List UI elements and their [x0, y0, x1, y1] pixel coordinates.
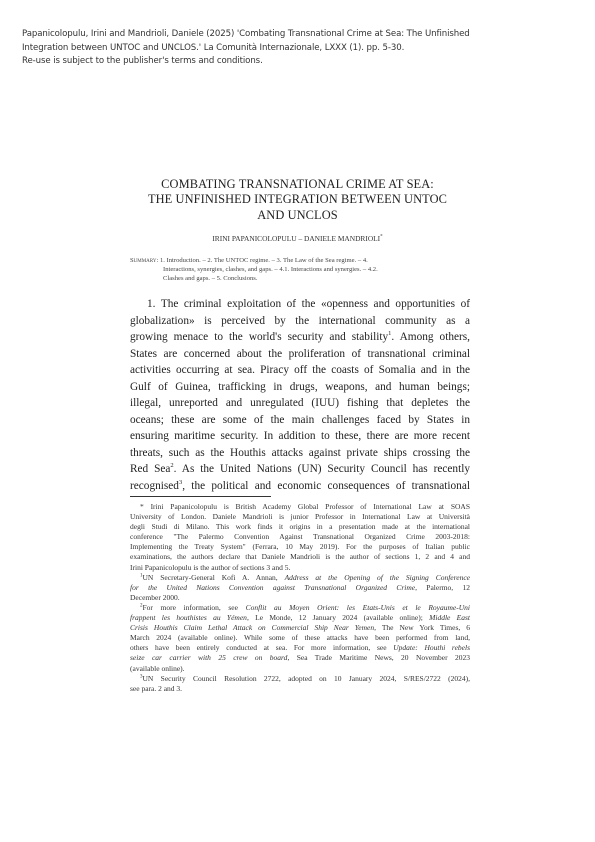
- footnote-line: Irini Papanicolopulu is the author of sections 3 and 5.: [130, 562, 291, 572]
- footnote-line: (available online).: [130, 663, 185, 673]
- footnote-line: examinations, the authors declare that Daniele Mandrioli is the author of sections 1, 2 and 4 and: [130, 552, 470, 562]
- body-line: 1. The criminal exploitation of the «openness and opportunities of: [147, 298, 470, 310]
- footnote-ref-1[interactable]: 1: [388, 330, 392, 338]
- title-line: COMBATING TRANSNATIONAL CRIME AT SEA:: [161, 177, 434, 191]
- footnote-2: [130, 603, 470, 674]
- footnote-line: University of London. Daniele Mandrioli is junior Professor in International Law at Università: [130, 512, 470, 522]
- footnotes: [130, 502, 470, 694]
- body-line: threats, such as the Houthis attacks against private ships crossing the: [130, 446, 470, 459]
- footnote-line: $^1$UN Secretary-General Kofi A. Annan, Address at the Opening of the Signing Conference: [140, 572, 470, 582]
- summary-line: Clashes and gaps. – 5. Conclusions.: [163, 275, 258, 282]
- footnote-line: $^3$UN Security Council Resolution 2722, adopted on 10 January 2024, S/RES/2722 (2024),: [140, 673, 470, 683]
- author-footnote-marker[interactable]: *: [380, 234, 383, 240]
- citation-line: Integration between UNTOC and UNCLOS.' La Comunità Internazionale, LXXX (1). pp. 5-30.: [22, 42, 405, 53]
- footnote-line: Implementing the Treaty System" (Ferrara, 10 May 2019). For the purposes of Italian public: [130, 542, 470, 552]
- footnote-line: frappent les houthistes au Yémen, Le Monde, 12 January 2024 (available online); Middle East: [130, 613, 471, 623]
- article-title: [100, 177, 495, 223]
- footnote-line: * Irini Papanicolopulu is British Academy Global Professor of International Law at SOAS: [140, 502, 470, 511]
- footnote-marker: 2: [140, 603, 143, 609]
- body-line: illegal, unreported and unregulated (IUU) fishing that depletes the: [130, 397, 470, 409]
- citation-header: [22, 28, 582, 69]
- author-names: IRINI PAPANICOLOPULU – DANIELE MANDRIOLI: [212, 234, 381, 243]
- footnote-marker: 3: [140, 674, 143, 680]
- body-line: oceans; these are some of the main challenges faced by States in: [130, 413, 470, 426]
- footnote-line: conference "The Palermo Convention Against Transnational Organized Crime 2003-2018:: [130, 532, 470, 542]
- reuse-notice: Re-use is subject to the publisher's terms and conditions.: [22, 56, 263, 67]
- footnote-ref-2[interactable]: 2: [170, 462, 174, 470]
- footnote-ref-3[interactable]: 3: [178, 478, 183, 486]
- footnote-line: December 2000.: [130, 592, 180, 602]
- footnote-1: [130, 573, 470, 603]
- footnote-line: degli Studi di Milano. This work finds it origins in a presentation made at the international: [130, 522, 470, 532]
- body-line: growing menace to the world's security and stability$^1$. Among others,: [130, 330, 470, 343]
- footnote-line: $^2$For more information, see Conflit au Moyen Orient: les Etats-Unis et le Royaume-Uni: [140, 602, 470, 612]
- summary: [130, 256, 470, 283]
- title-line: AND UNCLOS: [257, 207, 338, 222]
- footnote-separator: [130, 496, 271, 497]
- body-line: globalization» is perceived by the international community as a: [130, 314, 470, 327]
- citation-line: Papanicolopulu, Irini and Mandrioli, Daniele (2025) 'Combating Transnational Crime at Sea: The Unfinished: [22, 29, 470, 39]
- body-line: Gulf of Guinea, trafficking in drugs, weapons, and human beings;: [130, 380, 470, 393]
- summary-line: Interactions, synergies, clashes, and gaps. – 4.1. Interactions and synergies. – 4.2.: [163, 266, 378, 273]
- footnote-line: Crisis Houthis Claim Lethal Attack on Commercial Ship Near Yemen, The New York Times, 6: [130, 623, 470, 633]
- footnote-line: March 2024 (available online). While some of these attacks have been performed from land,: [130, 633, 470, 643]
- footnote-line: seize car carrier with 25 crew on board, Sea Trade Maritime News, 20 November 2023: [130, 653, 470, 663]
- footnote-marker: *: [140, 502, 144, 511]
- body-line: activities occurring at sea. Piracy off the coasts of Somalia and in the: [130, 364, 470, 376]
- footnote-marker: 1: [140, 573, 143, 579]
- body-line: States are concerned about the proliferation of transnational criminal: [130, 347, 470, 360]
- footnote-line: see para. 2 and 3.: [130, 683, 183, 693]
- footnote-3: [130, 674, 470, 694]
- body-line: ensuring maritime security. In addition to these, there are more recent: [130, 430, 470, 442]
- footnote-line: others have been entirely conducted at sea. For more information, see Update: Houthi rebels: [130, 643, 470, 653]
- author-line: [100, 234, 495, 243]
- footnote-author: [130, 502, 470, 573]
- summary-line: 1. Introduction. – 2. The UNTOC regime. – 3. The Law of the Sea regime. – 4.: [159, 257, 368, 264]
- body-line: recognised$^3$, the political and economic consequences of transnational: [130, 478, 470, 492]
- body-line: Red Sea$^2$. As the United Nations (UN) Security Council has recently: [130, 462, 470, 475]
- body-paragraph: [130, 296, 470, 494]
- summary-label: Summary:: [130, 257, 159, 264]
- title-line: THE UNFINISHED INTEGRATION BETWEEN UNTOC: [147, 192, 448, 207]
- footnote-line: for the United Nations Convention against Transnational Organized Crime, Palermo, 12: [130, 582, 470, 592]
